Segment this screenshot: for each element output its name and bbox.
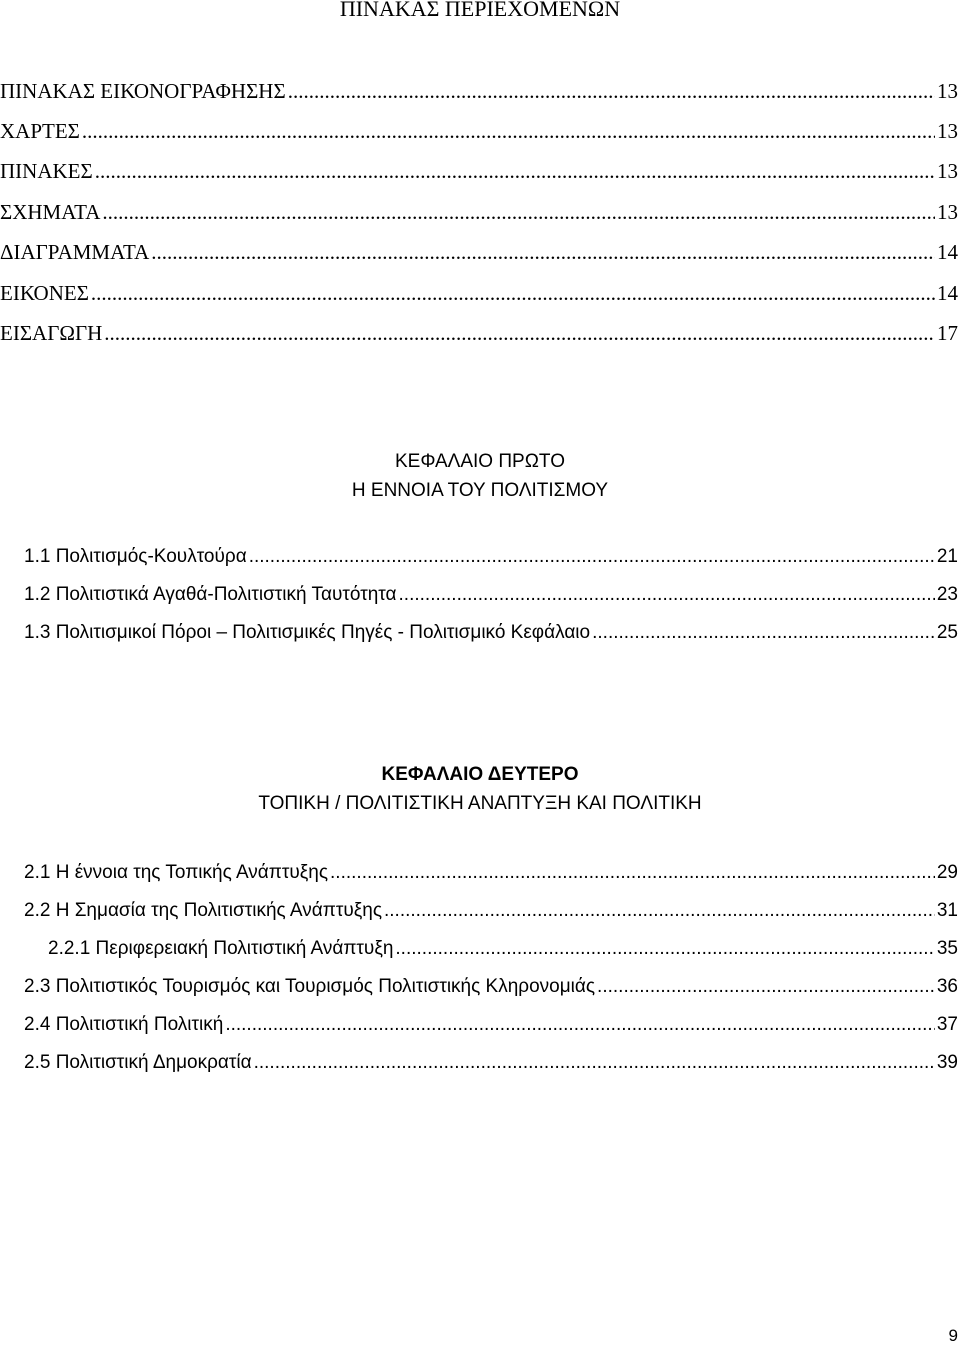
dot-leader bbox=[399, 580, 935, 610]
toc-entry-page: 13 bbox=[937, 159, 958, 183]
toc-entry-page: 39 bbox=[936, 1052, 958, 1073]
toc-entry-page: 14 bbox=[937, 281, 958, 305]
toc-entry[interactable] bbox=[24, 1010, 958, 1040]
toc-entry[interactable] bbox=[0, 156, 958, 186]
toc-entry-page: 14 bbox=[937, 240, 958, 264]
toc-entry-page: 13 bbox=[937, 200, 958, 224]
toc-entry-page: 29 bbox=[936, 862, 958, 883]
toc-entry-label: ΔΙΑΓΡΑΜΜΑΤΑ bbox=[0, 240, 150, 264]
dot-leader bbox=[82, 116, 935, 146]
dot-leader bbox=[254, 1048, 935, 1078]
toc-entry[interactable] bbox=[0, 237, 958, 267]
toc-entry[interactable] bbox=[0, 197, 958, 227]
toc-entry-page: 23 bbox=[936, 584, 958, 605]
toc-entry[interactable] bbox=[24, 542, 958, 572]
dot-leader bbox=[395, 934, 934, 964]
dot-leader bbox=[249, 542, 935, 572]
toc-entry-label: 2.1 Η έννοια της Τοπικής Ανάπτυξης bbox=[24, 862, 329, 883]
toc-entry-page: 35 bbox=[936, 938, 958, 959]
toc-entry-page: 37 bbox=[936, 1014, 958, 1035]
toc-entry[interactable] bbox=[0, 278, 958, 308]
toc-entry[interactable] bbox=[48, 934, 958, 964]
toc-entry-page: 17 bbox=[937, 321, 958, 345]
chapter-2-subtitle: ΤΟΠΙΚΗ / ΠΟΛΙΤΙΣΤΙΚΗ ΑΝΑΠΤΥΞΗ ΚΑΙ ΠΟΛΙΤΙΚΗ bbox=[258, 793, 702, 814]
toc-entry[interactable] bbox=[24, 580, 958, 610]
toc-entry-label: 2.3 Πολιτιστικός Τουρισμός και Τουρισμός Πολιτιστικής Κληρονομιάς bbox=[24, 976, 596, 997]
dot-leader bbox=[102, 197, 935, 227]
chapter-2-heading: ΚΕΦΑΛΑΙΟ ΔΕΥΤΕΡΟ bbox=[381, 764, 579, 785]
toc-entry-label: 2.4 Πολιτιστική Πολιτική bbox=[24, 1014, 224, 1035]
dot-leader bbox=[330, 858, 935, 888]
toc-entry-page: 25 bbox=[936, 622, 958, 643]
toc-entry-page: 31 bbox=[936, 900, 958, 921]
toc-entry[interactable] bbox=[24, 1048, 958, 1078]
dot-leader bbox=[597, 972, 935, 1002]
toc-entry-label: ΣΧΗΜΑΤΑ bbox=[0, 200, 101, 224]
toc-entry-label: 1.1 Πολιτισμός-Κουλτούρα bbox=[24, 546, 247, 567]
dot-leader bbox=[225, 1010, 935, 1040]
toc-entry-label: ΕΙΣΑΓΩΓΗ bbox=[0, 321, 103, 345]
toc-entry-page: 13 bbox=[937, 79, 958, 103]
toc-entry-label: ΠΙΝΑΚΕΣ bbox=[0, 159, 93, 183]
toc-entry-label: ΠΙΝΑΚΑΣ ΕΙΚΟΝΟΓΡΑΦΗΣΗΣ bbox=[0, 79, 286, 103]
dot-leader bbox=[384, 896, 935, 926]
toc-entry[interactable] bbox=[0, 116, 958, 146]
dot-leader bbox=[95, 156, 935, 186]
toc-entry-label: 2.2 Η Σημασία της Πολιτιστικής Ανάπτυξης bbox=[24, 900, 382, 921]
chapter-1-heading: ΚΕΦΑΛΑΙΟ ΠΡΩΤΟ bbox=[395, 451, 565, 472]
toc-entry[interactable] bbox=[24, 858, 958, 888]
toc-entry[interactable] bbox=[24, 896, 958, 926]
dot-leader bbox=[91, 278, 935, 308]
page-title: ΠΙΝΑΚΑΣ ΠΕΡΙΕΧΟΜΕΝΩΝ bbox=[339, 0, 621, 21]
toc-entry-label: 1.3 Πολιτισμικοί Πόροι – Πολιτισμικές Πηγές - Πολιτισμικό Κεφάλαιο bbox=[24, 622, 591, 643]
toc-entry-page: 13 bbox=[937, 119, 958, 143]
toc-entry[interactable] bbox=[24, 618, 958, 648]
toc-entry[interactable] bbox=[24, 972, 958, 1002]
chapter-1-subtitle: Η ΕΝΝΟΙΑ ΤΟΥ ΠΟΛΙΤΙΣΜΟΥ bbox=[351, 480, 609, 501]
toc-entry-label: 2.5 Πολιτιστική Δημοκρατία bbox=[24, 1052, 252, 1073]
toc-entry-page: 36 bbox=[936, 976, 958, 997]
page-number: 9 bbox=[948, 1326, 958, 1345]
toc-entry-label: 2.2.1 Περιφερειακή Πολιτιστική Ανάπτυξη bbox=[48, 938, 394, 959]
toc-entry[interactable] bbox=[0, 76, 958, 106]
dot-leader bbox=[288, 76, 935, 106]
toc-entry-label: ΧΑΡΤΕΣ bbox=[0, 119, 80, 143]
dot-leader bbox=[592, 618, 935, 648]
toc-entry-page: 21 bbox=[936, 546, 958, 567]
toc-entry-label: ΕΙΚΟΝΕΣ bbox=[0, 281, 89, 305]
dot-leader bbox=[151, 237, 935, 267]
dot-leader bbox=[104, 318, 935, 348]
toc-entry-label: 1.2 Πολιτιστικά Αγαθά-Πολιτιστική Ταυτότητα bbox=[24, 584, 397, 605]
toc-entry[interactable] bbox=[0, 318, 958, 348]
